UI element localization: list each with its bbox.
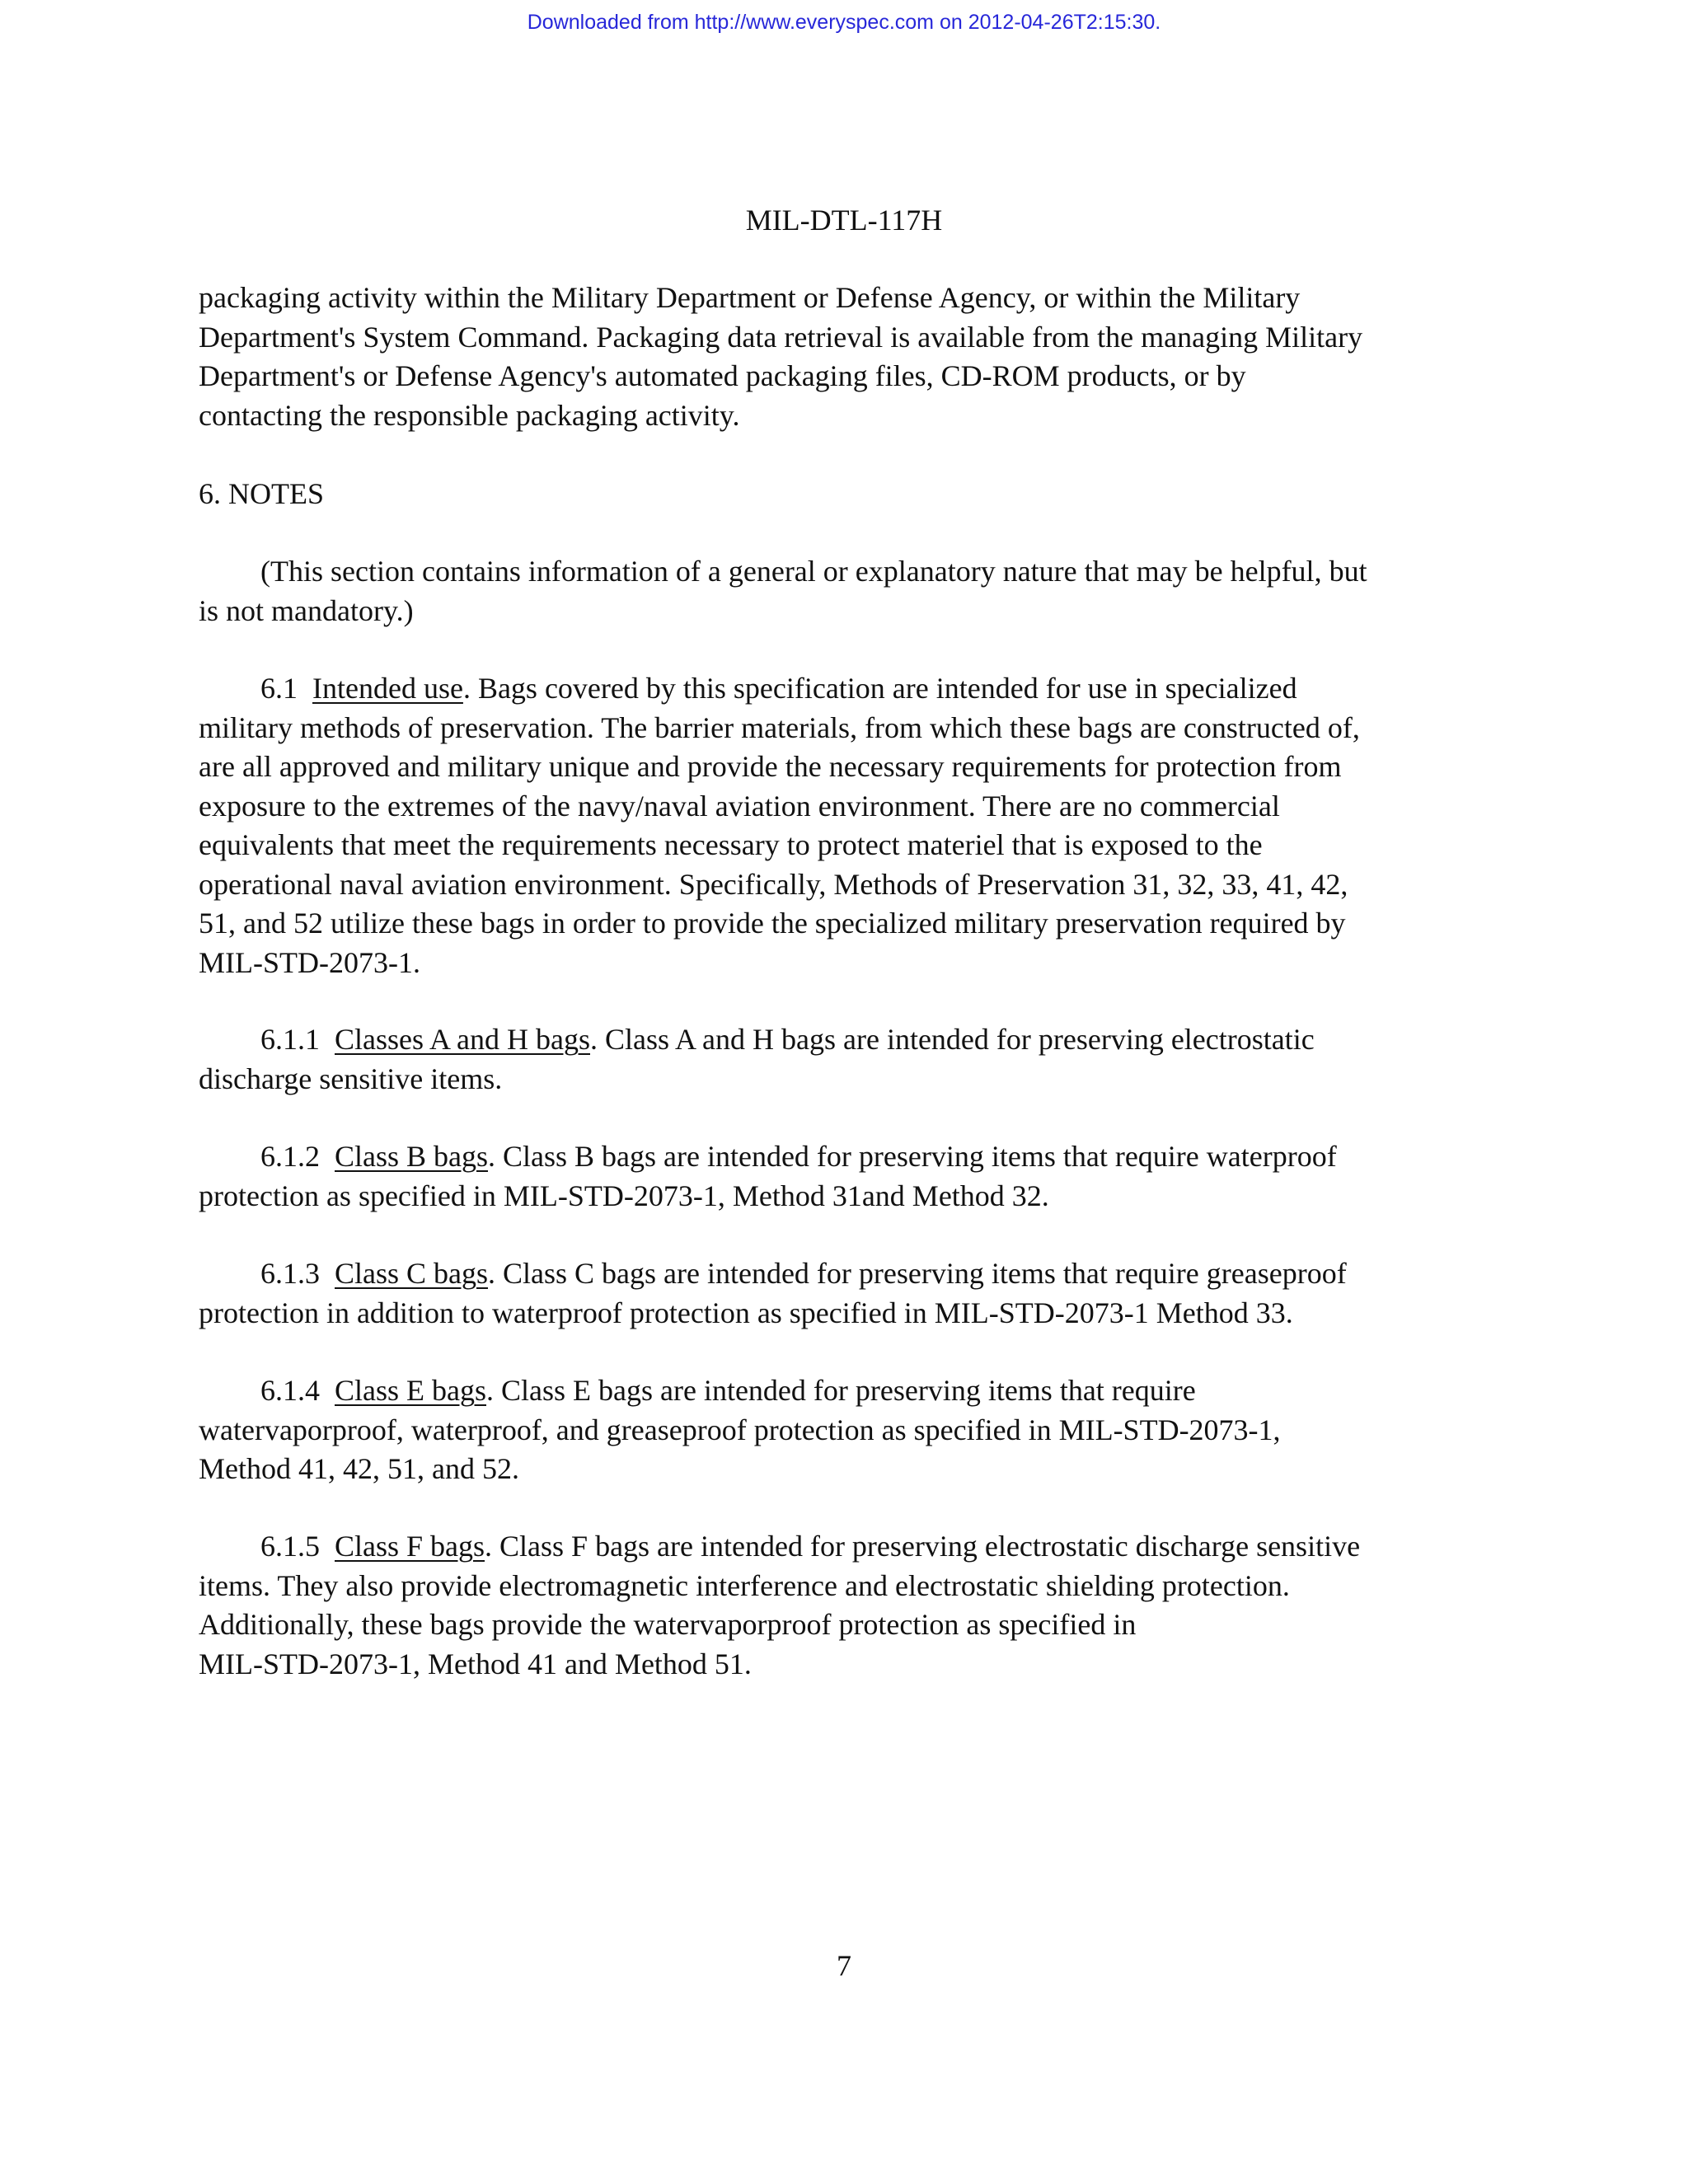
paragraph-first-line xyxy=(199,1254,1501,1294)
paragraph-number: 6.1 xyxy=(260,672,298,705)
paragraph-6-1-4 xyxy=(199,1371,1501,1489)
paragraph-text: . Bags covered by this specification are intended for use in specialized xyxy=(462,672,1297,705)
text-line: items. They also provide electromagnetic interference and electrostatic shielding protection. xyxy=(199,1568,1290,1602)
text-line: Department's or Defense Agency's automated packaging files, CD-ROM products, or by xyxy=(199,359,1246,392)
paragraph-first-line xyxy=(199,1371,1501,1411)
paragraph-number: 6.1.2 xyxy=(260,1140,320,1173)
paragraph-title: Class E bags xyxy=(335,1374,486,1407)
text-line: protection in addition to waterproof protection as specified in MIL-STD-2073-1 Method 33. xyxy=(199,1296,1293,1329)
text-line: (This section contains information of a general or explanatory nature that may be helpful, but xyxy=(260,555,1367,588)
text-line: Method 41, 42, 51, and 52. xyxy=(199,1452,519,1485)
paragraph-6-1-3 xyxy=(199,1254,1501,1333)
paragraph-first-line xyxy=(199,1137,1501,1177)
section-6-heading: 6. NOTES xyxy=(199,477,324,510)
paragraph-first-line xyxy=(199,1527,1501,1567)
paragraph-text: . Class E bags are intended for preserving items that require xyxy=(486,1374,1196,1407)
text-line: equivalents that meet the requirements necessary to protect materiel that is exposed to the xyxy=(199,828,1263,861)
paragraph-title: Class C bags xyxy=(335,1257,489,1290)
text-line: MIL-STD-2073-1. xyxy=(199,945,420,979)
paragraph-text: . Class B bags are intended for preserving items that require waterproof xyxy=(488,1140,1337,1173)
download-banner[interactable]: Downloaded from http://www.everyspec.com on 2012-04-26T2:15:30. xyxy=(527,11,1161,34)
paragraph-title: Intended use xyxy=(312,672,463,705)
paragraph-first-line xyxy=(199,1020,1501,1060)
paragraph-6-1-1 xyxy=(199,1020,1501,1099)
continuation-paragraph xyxy=(199,279,1501,435)
paragraph-number: 6.1.1 xyxy=(260,1023,320,1056)
paragraph-6-1 xyxy=(199,669,1501,982)
paragraph-first-line xyxy=(199,669,1501,709)
text-line: are all approved and military unique and provide the necessary requirements for protection from xyxy=(199,750,1342,783)
text-line: discharge sensitive items. xyxy=(199,1062,503,1095)
text-line: contacting the responsible packaging activity. xyxy=(199,398,740,432)
text-line: Department's System Command. Packaging data retrieval is available from the managing Military xyxy=(199,320,1363,354)
text-line: packaging activity within the Military Department or Defense Agency, or within the Military xyxy=(199,281,1301,314)
paragraph-number: 6.1.3 xyxy=(260,1257,320,1290)
paragraph-6-1-2 xyxy=(199,1137,1501,1216)
text-line: MIL-STD-2073-1, Method 41 and Method 51. xyxy=(199,1647,752,1680)
paragraph-text: . Class C bags are intended for preserving items that require greaseproof xyxy=(488,1257,1347,1290)
text-line: watervaporproof, waterproof, and greaseproof protection as specified in MIL-STD-2073-1, xyxy=(199,1413,1281,1446)
text-line: military methods of preservation. The barrier materials, from which these bags are constructed of, xyxy=(199,710,1360,744)
paragraph-text: . Class A and H bags are intended for preserving electrostatic xyxy=(590,1023,1315,1056)
text-line: operational naval aviation environment. Specifically, Methods of Preservation 31, 32, 33, 41, 42, xyxy=(199,867,1348,901)
paragraph-6-1-5 xyxy=(199,1527,1501,1684)
paragraph-title: Class B bags xyxy=(335,1140,489,1173)
text-line: is not mandatory.) xyxy=(199,593,414,627)
text-line: protection as specified in MIL-STD-2073-1, Method 31and Method 32. xyxy=(199,1179,1049,1212)
text-line: 51, and 52 utilize these bags in order to provide the specialized military preservation required by xyxy=(199,907,1346,940)
paragraph-title: Class F bags xyxy=(335,1530,485,1563)
section-heading xyxy=(199,475,1501,514)
text-line: exposure to the extremes of the navy/naval aviation environment. There are no commercial xyxy=(199,789,1280,823)
paragraph-title: Classes A and H bags xyxy=(335,1023,590,1056)
paragraph-number: 6.1.4 xyxy=(260,1374,320,1407)
paragraph-number: 6.1.5 xyxy=(260,1530,320,1563)
section-intro-paragraph xyxy=(199,552,1501,630)
document-id-header: MIL-DTL-117H xyxy=(745,204,943,237)
text-line: Additionally, these bags provide the watervaporproof protection as specified in xyxy=(199,1608,1137,1641)
page-number: 7 xyxy=(837,1949,851,1982)
paragraph-text: . Class F bags are intended for preserving electrostatic discharge sensitive xyxy=(485,1530,1361,1563)
